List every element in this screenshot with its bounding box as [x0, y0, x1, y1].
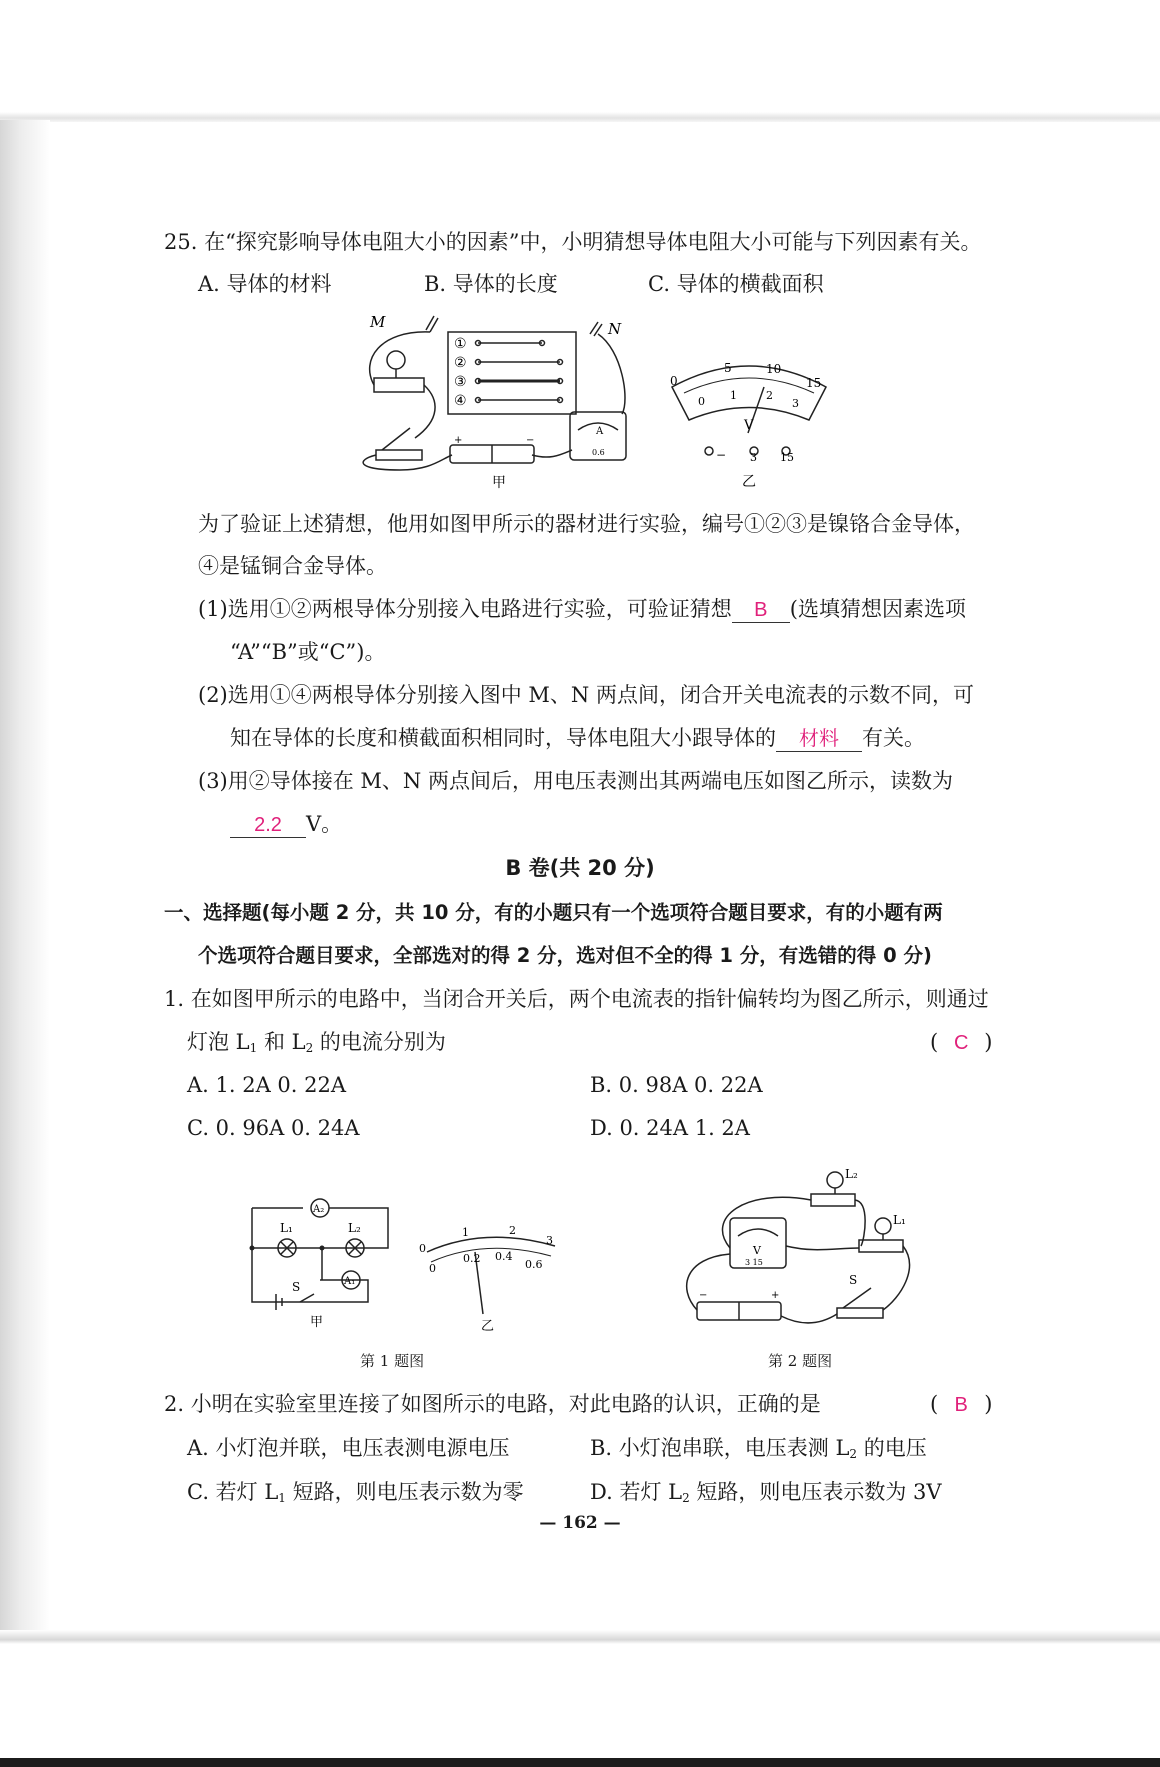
- q25-intro-2: ④是锰铜合金导体。: [198, 554, 387, 578]
- v-top-tick-5: 5: [724, 361, 732, 375]
- section-b-heading-2: 个选项符合题目要求，全部选对的得 2 分，选对但不全的得 1 分，有选错的得 0 分): [198, 944, 932, 967]
- q1-stem-2-b: 和 L: [257, 1030, 306, 1054]
- q25-part-3-line2: [230, 810, 342, 838]
- q25-part-3-line1: (3)用②导体接在 M、N 两点间后，用电压表测出其两端电压如图乙所示，读数为: [198, 769, 953, 793]
- q2-option-d-end: 短路，则电压表示数为 3V: [689, 1480, 942, 1504]
- v-top-tick-15: 15: [806, 376, 822, 390]
- q25-option-a: A. 导体的材料: [198, 272, 332, 296]
- bulb-icon: [387, 351, 405, 369]
- battery-minus: −: [526, 435, 535, 446]
- q2-minus: −: [699, 1290, 708, 1301]
- q1-top-tick-0: 0: [419, 1242, 426, 1255]
- q1-option-c: C. 0. 96A 0. 24A: [187, 1116, 360, 1140]
- q2-option-b: [590, 1434, 927, 1468]
- q1-paren-close: ): [984, 1030, 993, 1054]
- q2-stem: 2. 小明在实验室里连接了如图所示的电路，对此电路的认识，正确的是: [164, 1392, 821, 1416]
- q25-stem: 25. 在“探究影响导体电阻大小的因素”中，小明猜想导体电阻大小可能与下列因素有关。: [164, 230, 982, 254]
- terminal-15: 15: [780, 451, 794, 464]
- q1-stem-2-a: 灯泡 L: [187, 1030, 250, 1054]
- a1-label: A₁: [344, 1276, 356, 1287]
- page-top-edge: [0, 0, 1160, 122]
- q25-part-2-line2: [230, 724, 925, 752]
- q2-v-label: V: [753, 1244, 761, 1257]
- wire-board: [448, 332, 576, 414]
- v-top-tick-10: 10: [766, 362, 782, 376]
- ammeter-range: 0.6: [592, 448, 605, 457]
- q25-part-1-note: (选填猜想因素选项: [789, 597, 966, 621]
- q2-option-c-end: 短路，则电压表示数为零: [285, 1480, 524, 1504]
- page-bottom-edge: [0, 1630, 1160, 1644]
- bulb-base: [374, 378, 424, 392]
- l1-base: [859, 1240, 903, 1252]
- q25-part-3-answer: 2.2: [230, 813, 306, 838]
- q1-stem-2: [187, 1028, 446, 1062]
- l1-bulb-icon: [875, 1218, 891, 1234]
- q1-option-a: A. 1. 2A 0. 22A: [187, 1073, 347, 1097]
- q1-top-tick-2: 2: [509, 1224, 516, 1237]
- wire-1-label: ①: [454, 336, 467, 352]
- q1-top-tick-1: 1: [462, 1226, 469, 1239]
- terminal-3: 3: [750, 451, 757, 464]
- q25-part-3-unit: V。: [306, 812, 343, 836]
- q25-part-2-answer: 材料: [776, 727, 862, 752]
- q25-part-1-text: (1)选用①②两根导体分别接入电路进行实验，可验证猜想: [198, 597, 732, 621]
- clip-n-icon: [590, 322, 602, 336]
- q2-l2-label: L₂: [845, 1167, 858, 1181]
- q1-figure-caption: 第 1 题图: [360, 1352, 425, 1370]
- q25-intro-1: 为了验证上述猜想，他用如图甲所示的器材进行实验，编号①②③是镍铬合金导体，: [198, 512, 975, 536]
- q1-stem-1: 1. 在如图甲所示的电路中，当闭合开关后，两个电流表的指针偏转均为图乙所示，则通过: [164, 987, 989, 1011]
- q2-option-b-end: 的电压: [857, 1436, 927, 1460]
- bottom-bar: [0, 1758, 1160, 1767]
- q1-sub-1: 1: [249, 1041, 258, 1055]
- v-bottom-tick-3: 3: [792, 397, 799, 410]
- v-bottom-tick-0: 0: [698, 395, 705, 408]
- q2-option-b-text: B. 小灯泡串联，电压表测 L: [590, 1436, 850, 1460]
- q2-option-c-text: C. 若灯 L: [187, 1480, 279, 1504]
- section-b-heading-1: 一、选择题(每小题 2 分，共 10 分，有的小题只有一个选项符合题目要求，有的小题有两: [164, 901, 943, 924]
- label-n: N: [608, 320, 622, 338]
- q25-part-1: [198, 595, 966, 623]
- q1-bottom-tick-0: 0: [429, 1262, 436, 1275]
- q2-answer-paren: [930, 1390, 992, 1419]
- q2-paren-open: (: [930, 1392, 939, 1416]
- q2-option-c: [187, 1478, 524, 1512]
- q25-part-1-line2: “A”“B”或“C”)。: [230, 640, 386, 664]
- q2-option-c-sub: 1: [278, 1491, 286, 1505]
- q1-answer: C: [953, 1032, 969, 1054]
- q1-bottom-tick-1: 0.2: [463, 1252, 481, 1265]
- wire-2-label: ②: [454, 355, 467, 371]
- q2-switch-icon: [837, 1308, 883, 1318]
- q2-figure: [685, 1158, 915, 1335]
- q1-option-b: B. 0. 98A 0. 22A: [590, 1073, 763, 1097]
- voltmeter-dial: [672, 366, 826, 420]
- q1-answer-paren: [930, 1028, 992, 1057]
- l2-label: L₂: [348, 1221, 361, 1235]
- q2-option-d-text: D. 若灯 L: [590, 1480, 683, 1504]
- q1-bottom-tick-2: 0.4: [495, 1250, 513, 1263]
- v-top-tick-0: 0: [670, 374, 678, 388]
- q1-stem-2-c: 的电流分别为: [313, 1030, 446, 1054]
- l2-base: [811, 1194, 855, 1206]
- q1-sub-2: 2: [305, 1041, 314, 1055]
- terminal-minus: −: [716, 448, 727, 462]
- q25-option-b: B. 导体的长度: [424, 272, 558, 296]
- clip-m-icon: [426, 316, 438, 332]
- caption-yi: 乙: [742, 474, 756, 490]
- q2-option-a: A. 小灯泡并联，电压表测电源电压: [187, 1436, 510, 1460]
- q2-l1-label: L₁: [893, 1213, 906, 1227]
- q1-caption-yi: 乙: [481, 1319, 495, 1334]
- label-m: M: [370, 313, 386, 331]
- l2-bulb-icon: [827, 1172, 843, 1188]
- switch-icon: [376, 450, 422, 460]
- q25-figure-yi: [664, 355, 834, 495]
- q2-answer: B: [954, 1394, 968, 1416]
- q1-option-d: D. 0. 24A 1. 2A: [590, 1116, 750, 1140]
- v-bottom-tick-2: 2: [766, 389, 773, 402]
- q25-part-1-answer: B: [732, 598, 790, 623]
- q2-option-d: [590, 1478, 942, 1512]
- q2-paren-close: ): [984, 1392, 993, 1416]
- q1-figure-dial: [415, 1222, 565, 1337]
- q2-plus: +: [771, 1290, 780, 1301]
- q2-option-d-sub: 2: [682, 1491, 690, 1505]
- q2-v-ranges: 3 15: [745, 1258, 763, 1267]
- q1-caption-jia: 甲: [310, 1315, 324, 1330]
- wire-3-label: ③: [454, 374, 467, 390]
- q1-figure-circuit: [240, 1190, 400, 1335]
- q25-figure-jia: [360, 310, 660, 495]
- q1-bottom-tick-3: 0.6: [525, 1258, 543, 1271]
- q1-top-tick-3: 3: [546, 1234, 553, 1247]
- q25-part-2-end: 有关。: [862, 726, 925, 750]
- q25-part-2-line1: (2)选用①④两根导体分别接入图中 M、N 两点间，闭合开关电流表的示数不同，可: [198, 683, 974, 707]
- s-label: S: [292, 1280, 301, 1294]
- page-number: — 162 —: [539, 1513, 621, 1533]
- q25-part-2-text: 知在导体的长度和横截面积相同时，导体电阻大小跟导体的: [230, 726, 776, 750]
- q2-s-label: S: [849, 1273, 858, 1287]
- v-bottom-tick-1: 1: [730, 389, 737, 402]
- q2-figure-caption: 第 2 题图: [768, 1352, 833, 1370]
- q25-option-c: C. 导体的横截面积: [648, 272, 824, 296]
- q1-paren-open: (: [930, 1030, 939, 1054]
- voltmeter-label: V: [744, 418, 754, 433]
- caption-jia: 甲: [492, 475, 506, 491]
- ammeter-label: A: [596, 426, 604, 437]
- battery-plus: +: [454, 435, 463, 446]
- a2-label: A₂: [313, 1204, 325, 1215]
- wire-4-label: ④: [454, 393, 467, 409]
- section-b-title: B 卷(共 20 分): [505, 856, 655, 880]
- q2-option-b-sub: 2: [849, 1447, 858, 1461]
- l1-label: L₁: [280, 1221, 293, 1235]
